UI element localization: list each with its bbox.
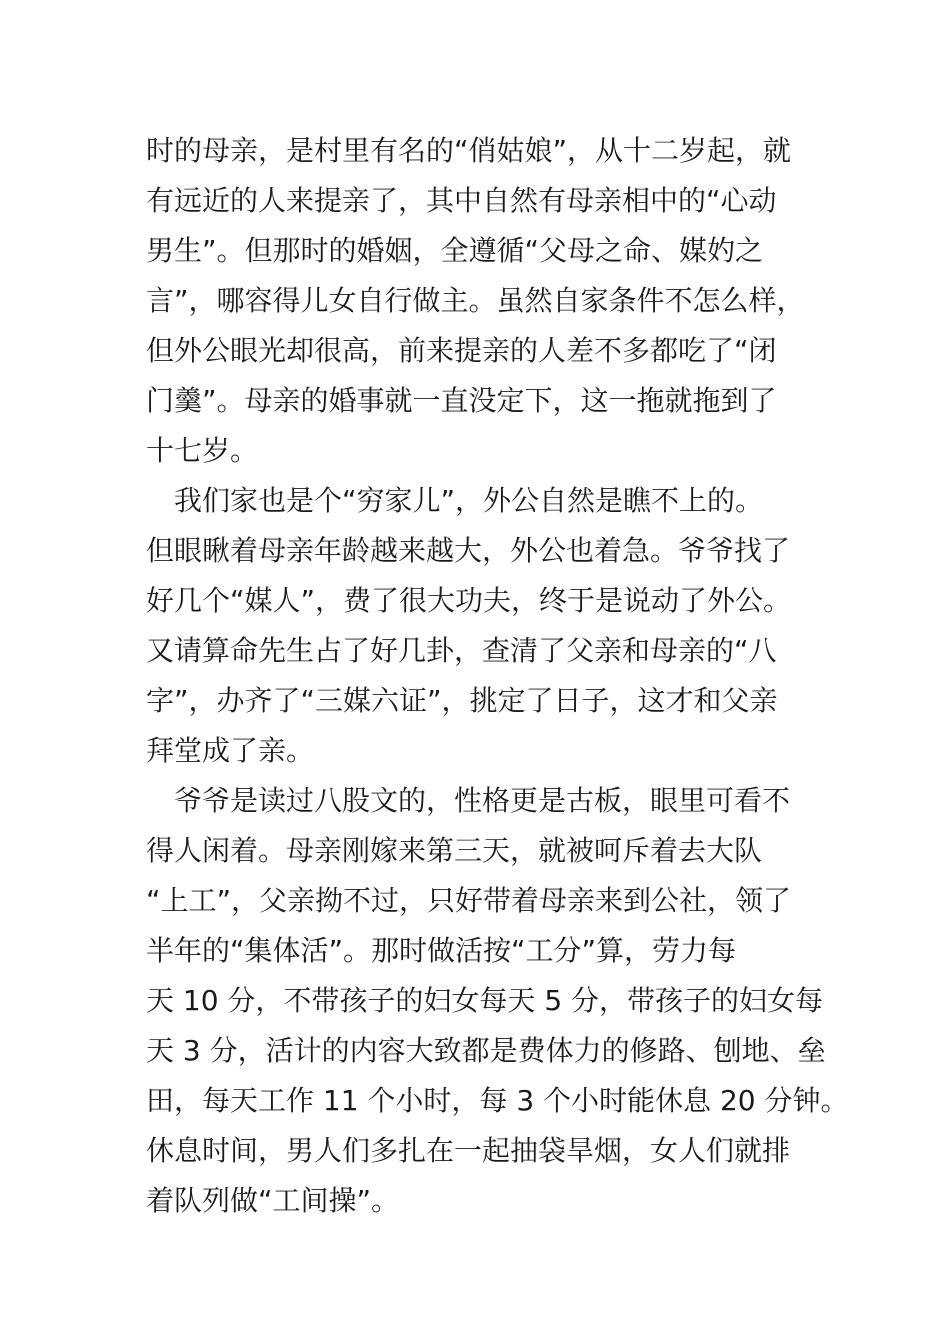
text-line: 但外公眼光却很高，前来提亲的人差不多都吃了“闭	[146, 334, 777, 367]
paragraph-1	[146, 126, 810, 476]
text-line: 天 10 分，不带孩子的妇女每天 5 分，带孩子的妇女每	[146, 984, 824, 1017]
text-line: 好几个“媒人”，费了很大功夫，终于是说动了外公。	[146, 584, 792, 617]
text-line: 言”，哪容得儿女自行做主。虽然自家条件不怎么样，	[146, 284, 805, 317]
text-line: 有远近的人来提亲了，其中自然有母亲相中的“心动	[146, 184, 777, 217]
text-line: 得人闲着。母亲刚嫁来第三天，就被呵斥着去大队	[146, 834, 763, 867]
text-line: 我们家也是个“穷家儿”，外公自然是瞧不上的。	[146, 484, 764, 517]
text-line: 田，每天工作 11 个小时，每 3 个小时能休息 20 分钟。	[146, 1084, 849, 1117]
paragraph-3	[146, 776, 849, 1226]
text-line: 休息时间，男人们多扎在一起抽袋旱烟，女人们就排	[146, 1134, 791, 1167]
text-line: 但眼瞅着母亲年龄越来越大，外公也着急。爷爷找了	[146, 534, 791, 567]
text-line: 又请算命先生占了好几卦，查清了父亲和母亲的“八	[146, 634, 777, 667]
text-line: 半年的“集体活”。那时做活按“工分”算，劳力每	[146, 934, 737, 967]
text-line: 字”，办齐了“三媒六证”，挑定了日子，这才和父亲	[146, 684, 778, 717]
text-line: 着队列做“工间操”。	[146, 1184, 400, 1217]
text-line: 时的母亲，是村里有名的“俏姑娘”，从十二岁起，就	[146, 134, 792, 167]
body-text	[146, 126, 849, 1226]
text-line: 爷爷是读过八股文的，性格更是古板，眼里可看不	[146, 784, 791, 817]
text-line: 门羹”。母亲的婚事就一直没定下，这一拖就拖到了	[146, 384, 777, 417]
text-line: 拜堂成了亲。	[146, 734, 315, 767]
paragraph-2	[146, 476, 810, 776]
text-line: 男生”。但那时的婚姻，全遵循“父母之命、媒妁之	[146, 234, 764, 267]
text-line: 天 3 分，活计的内容大致都是费体力的修路、刨地、垒	[146, 1034, 826, 1067]
text-line: “上工”，父亲拗不过，只好带着母亲来到公社，领了	[146, 884, 792, 917]
text-line: 十七岁。	[146, 434, 259, 467]
